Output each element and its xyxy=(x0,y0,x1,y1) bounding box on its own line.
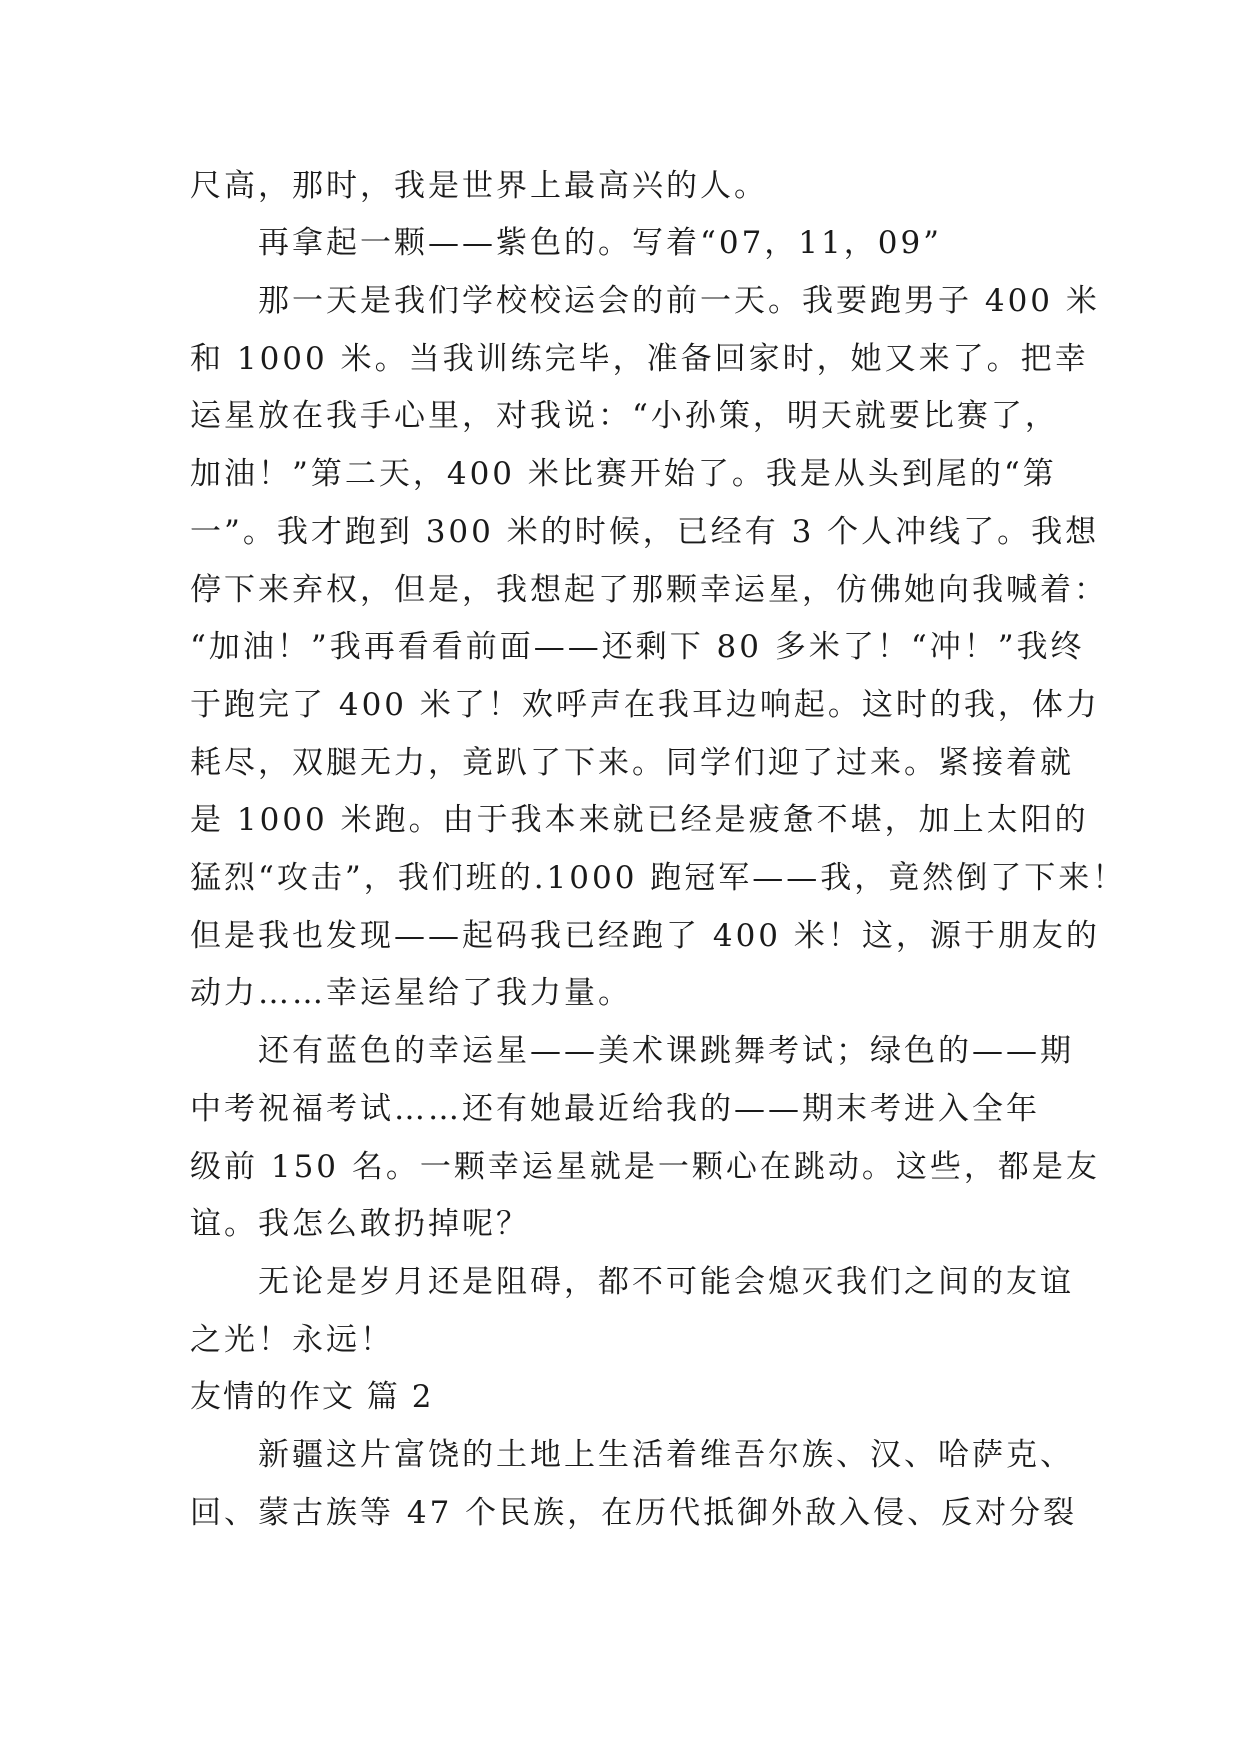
text-line: 级前 150 名。一颗幸运星就是一颗心在跳动。这些，都是友 xyxy=(190,1149,1100,1185)
text-line: 和 1000 米。当我训练完毕，准备回家时，她又来了。把幸 xyxy=(190,341,1089,377)
text-line: 再拿起一颗——紫色的。写着“07，11，09” xyxy=(258,225,943,261)
text-line: 无论是岁月还是阻碍，都不可能会熄灭我们之间的友谊 xyxy=(258,1264,1074,1300)
text-line: 谊。我怎么敢扔掉呢？ xyxy=(190,1206,530,1242)
text-line: 但是我也发现——起码我已经跑了 400 米！这，源于朋友的 xyxy=(190,918,1100,954)
text-line: “加油！”我再看看前面——还剩下 80 多米了！“冲！”我终 xyxy=(190,629,1085,665)
text-line: 新疆这片富饶的土地上生活着维吾尔族、汉、哈萨克、 xyxy=(258,1437,1074,1473)
text-line: 还有蓝色的幸运星——美术课跳舞考试；绿色的——期 xyxy=(258,1033,1074,1069)
text-line: 那一天是我们学校校运会的前一天。我要跑男子 400 米 xyxy=(258,283,1100,319)
text-line: 回、蒙古族等 47 个民族，在历代抵御外敌入侵、反对分裂 xyxy=(190,1495,1078,1531)
text-line: 是 1000 米跑。由于我本来就已经是疲惫不堪，加上太阳的 xyxy=(190,802,1089,838)
text-line: 尺高，那时，我是世界上最高兴的人。 xyxy=(190,168,768,204)
text-line: 于跑完了 400 米了！欢呼声在我耳边响起。这时的我，体力 xyxy=(190,687,1100,723)
text-line: 加油！”第二天，400 米比赛开始了。我是从头到尾的“第 xyxy=(190,456,1057,492)
text-line: 停下来弃权，但是，我想起了那颗幸运星，仿佛她向我喊着： xyxy=(190,572,1108,608)
text-line: 动力……幸运星给了我力量。 xyxy=(190,975,632,1011)
text-line: 猛烈“攻击”，我们班的.1000 跑冠军——我，竟然倒了下来！ xyxy=(190,860,1127,896)
text-line: 耗尽，双腿无力，竟趴了下来。同学们迎了过来。紧接着就 xyxy=(190,745,1074,781)
text-line: 之光！永远！ xyxy=(190,1322,394,1358)
text-line: 运星放在我手心里，对我说：“小孙策，明天就要比赛了， xyxy=(190,398,1059,434)
text-line: 中考祝福考试……还有她最近给我的——期末考进入全年 xyxy=(190,1091,1040,1127)
text-line: 一”。我才跑到 300 米的时候，已经有 3 个人冲线了。我想 xyxy=(190,514,1100,550)
section-heading: 友情的作文 篇 2 xyxy=(190,1379,434,1415)
